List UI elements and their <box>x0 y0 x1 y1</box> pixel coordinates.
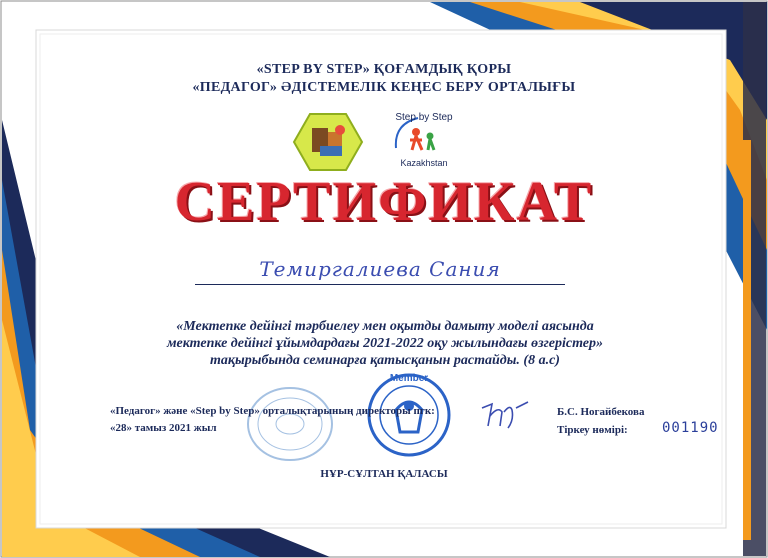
signer-name: Б.С. Ногайбекова <box>557 406 645 418</box>
description-line-2: мектепке дейінгі ұйымдардағы 2021-2022 оқу жылындағы өзгерістер» <box>166 336 604 351</box>
certificate-title: СЕРТИФИКАТ <box>174 171 594 233</box>
issue-date: «28» тамыз 2021 жыл <box>110 422 217 434</box>
signer-role: «Педагог» және «Step by Step» орталықтарының директоры пгк: <box>110 405 435 417</box>
city: НҰР-СҰЛТАН ҚАЛАСЫ <box>320 468 448 480</box>
logo-step-by-step-text: Step by Step <box>395 112 453 123</box>
member-badge-label: Member <box>389 373 429 384</box>
official-stamp <box>245 385 335 463</box>
description <box>120 318 650 369</box>
pedagog-logo <box>292 112 364 172</box>
signature <box>478 398 534 432</box>
recipient-name: Темиргалиева Сания <box>259 257 501 281</box>
registration-label: Тіркеу нөмірі: <box>557 424 628 436</box>
recipient-underline <box>195 284 565 285</box>
registration-number: 001190 <box>662 420 719 436</box>
organization-line-1: «STEP BY STEP» ҚОҒАМДЫҚ ҚОРЫ <box>256 62 512 77</box>
description-line-1: «Мектепке дейінгі тәрбиелеу мен оқытды дамыту моделі аясында <box>176 319 594 334</box>
logo-kazakhstan-text: Kazakhstan <box>400 158 448 168</box>
organization-line-2: «ПЕДАГОГ» ӘДІСТЕМЕЛІК КЕҢЕС БЕРУ ОРТАЛЫҒЫ <box>192 80 576 95</box>
description-line-3: тақырыбында семинарға қатысқанын растайды. (8 а.с) <box>210 353 560 368</box>
